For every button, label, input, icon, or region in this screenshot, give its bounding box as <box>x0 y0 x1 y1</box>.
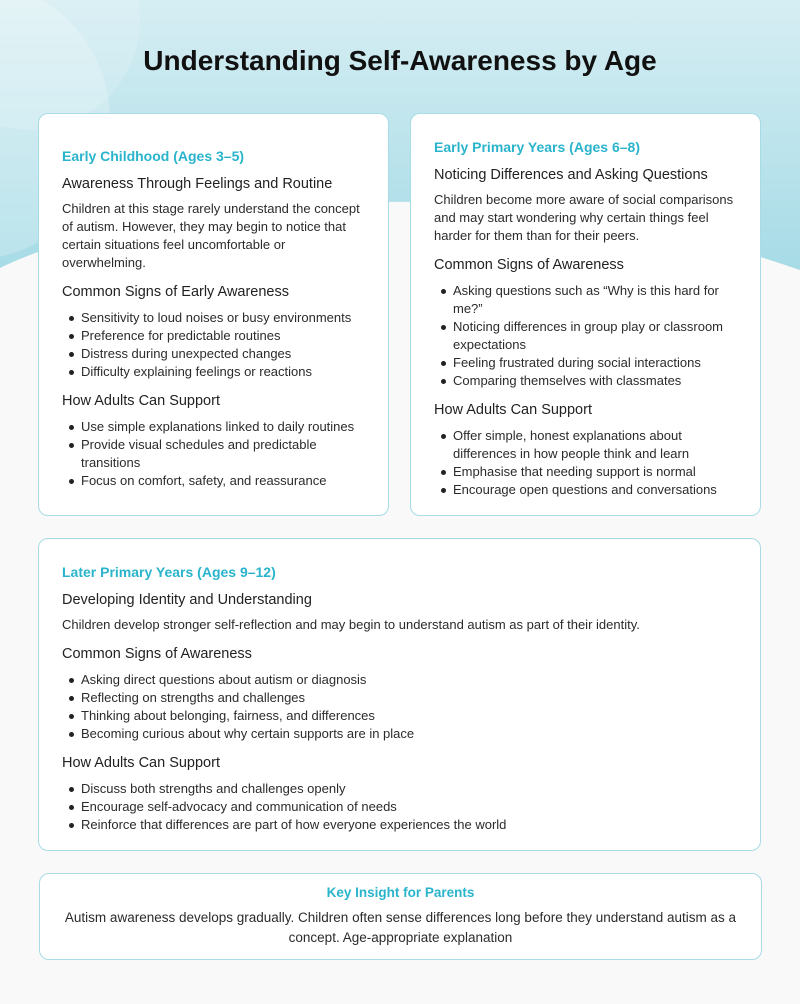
list-item: Reinforce that differences are part of how everyone experiences the world <box>62 816 737 834</box>
list-item: Difficulty explaining feelings or reactions <box>62 363 365 381</box>
list-item: Encourage open questions and conversations <box>434 481 737 499</box>
support-heading: How Adults Can Support <box>62 393 220 409</box>
list-item: Emphasise that needing support is normal <box>434 463 737 481</box>
insight-title: Key Insight for Parents <box>326 885 475 900</box>
list-item: Offer simple, honest explanations about differences in how people think and learn <box>434 427 737 463</box>
card-later-primary <box>38 538 761 851</box>
list-item: Asking questions such as “Why is this hard for me?” <box>434 282 737 318</box>
list-item: Encourage self-advocacy and communication of needs <box>62 798 737 816</box>
list-item: Focus on comfort, safety, and reassurance <box>62 472 365 490</box>
list-item: Sensitivity to loud noises or busy environments <box>62 309 365 327</box>
list-item: Reflecting on strengths and challenges <box>62 689 737 707</box>
support-heading: How Adults Can Support <box>62 755 220 771</box>
list-item: Discuss both strengths and challenges openly <box>62 780 737 798</box>
card-description: Children at this stage rarely understand the concept of autism. However, they may begin to notice that certain situations feel uncomfortable or overwhelming. <box>62 201 360 270</box>
card-description: Children develop stronger self-reflection and may begin to understand autism as part of their identity. <box>62 617 640 632</box>
card-subtitle: Developing Identity and Understanding <box>62 592 312 608</box>
insight-body: Autism awareness develops gradually. Children often sense differences long before they understand autism as a concept. Age-appropriate explanation <box>64 910 737 945</box>
card-heading: Early Childhood (Ages 3–5) <box>62 148 245 164</box>
support-list <box>62 418 365 490</box>
signs-list <box>62 671 737 743</box>
list-item: Becoming curious about why certain supports are in place <box>62 725 737 743</box>
list-item: Feeling frustrated during social interactions <box>434 354 737 372</box>
signs-list <box>62 309 365 381</box>
signs-heading: Common Signs of Awareness <box>434 257 624 273</box>
list-item: Comparing themselves with classmates <box>434 372 737 390</box>
page-title: Understanding Self-Awareness by Age <box>143 45 657 76</box>
signs-heading: Common Signs of Awareness <box>62 646 252 662</box>
card-description: Children become more aware of social comparisons and may start wondering why certain things feel harder for them than for their peers. <box>434 192 734 243</box>
card-subtitle: Noticing Differences and Asking Questions <box>434 167 708 183</box>
signs-heading: Common Signs of Early Awareness <box>62 284 290 300</box>
list-item: Preference for predictable routines <box>62 327 365 345</box>
card-early-primary <box>410 113 761 516</box>
list-item: Use simple explanations linked to daily routines <box>62 418 365 436</box>
card-heading: Later Primary Years (Ages 9–12) <box>62 564 276 580</box>
list-item: Thinking about belonging, fairness, and differences <box>62 707 737 725</box>
card-subtitle: Awareness Through Feelings and Routine <box>62 176 333 192</box>
list-item: Distress during unexpected changes <box>62 345 365 363</box>
card-early-childhood <box>38 113 389 516</box>
list-item: Provide visual schedules and predictable transitions <box>62 436 365 472</box>
key-insight-box <box>39 873 762 960</box>
list-item: Asking direct questions about autism or diagnosis <box>62 671 737 689</box>
support-list <box>62 780 737 834</box>
card-heading: Early Primary Years (Ages 6–8) <box>434 139 640 155</box>
support-heading: How Adults Can Support <box>434 402 592 418</box>
list-item: Noticing differences in group play or classroom expectations <box>434 318 737 354</box>
support-list <box>434 427 737 499</box>
signs-list <box>434 282 737 390</box>
